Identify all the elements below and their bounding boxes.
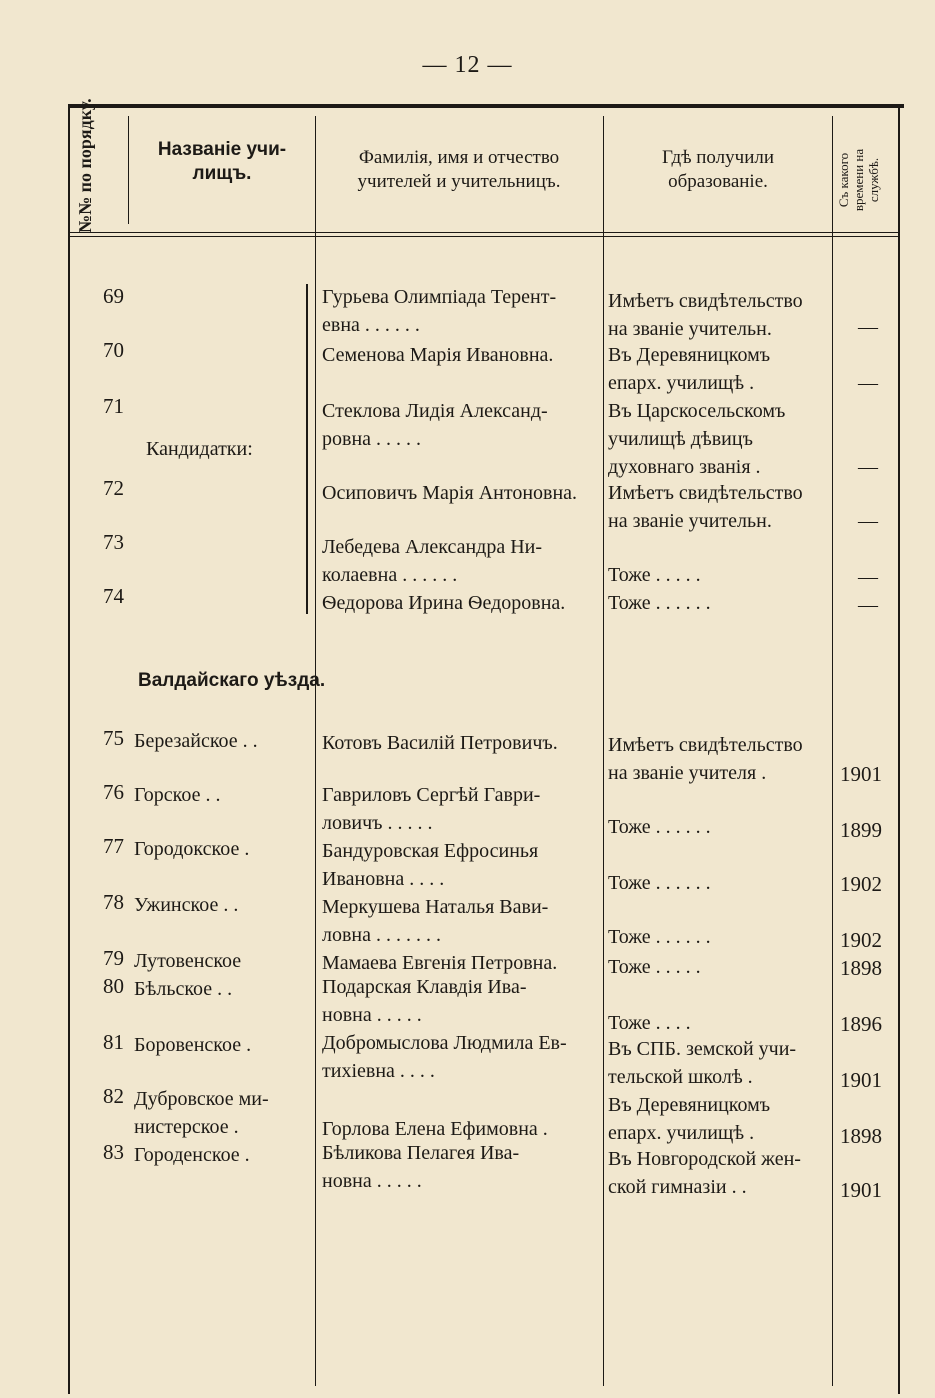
since-dash: — [858,456,878,478]
row-number: 80 [103,974,124,998]
candidates-brace [298,284,308,614]
row-number: 70 [103,338,124,362]
row-number: 73 [103,530,124,554]
education: Тоже . . . . . [608,956,701,978]
row-number: 76 [103,780,124,804]
education: училищѣ дѣвицъ [608,428,753,450]
teacher-name: Гурьева Олимпіада Терент- [322,286,557,308]
school-name: Березайское . . [134,730,258,752]
teacher-name: Мамаева Евгенія Петровна. [322,952,558,974]
education: на званіе учительн. [608,510,772,532]
education: Имѣетъ свидѣтельство [608,290,803,312]
teacher-name: Котовъ Василій Петровичъ. [322,732,558,754]
teacher-name: Меркушева Наталья Вави- [322,896,549,918]
school-name: Бѣльское . . [134,978,233,1000]
teacher-name: новна . . . . . [322,1004,422,1026]
since-dash: — [858,372,878,394]
header-education: Гдѣ получили образованіе. [661,147,775,192]
teacher-name: новна . . . . . [322,1170,422,1192]
school-name: Горское . . [134,784,221,806]
education: епарх. училищѣ . [608,372,755,394]
since-dash: — [858,316,878,338]
teacher-name: Бандуровская Ефросинья [322,840,539,862]
row-number: 83 [103,1140,124,1164]
education: Тоже . . . . . . [608,816,711,838]
since-year: 1901 [840,762,882,786]
row-number: 81 [103,1030,124,1054]
education: Въ Царскосельскомъ [608,400,786,422]
teacher-name: Ивановна . . . . [322,868,445,890]
header-teacher-name: Фамилія, имя и отчество учителей и учительницъ. [357,147,561,192]
rule [68,232,900,233]
rule [315,116,316,1386]
education: Въ СПБ. земской учи- [608,1038,797,1060]
education: Имѣетъ свидѣтельство [608,482,803,504]
education: Имѣетъ свидѣтельство [608,734,803,756]
school-name: Лутовенское [134,950,242,972]
rule [128,116,129,224]
row-number: 79 [103,946,124,970]
row-number: 77 [103,834,124,858]
education: Въ Деревяницкомъ [608,1094,771,1116]
since-year: 1898 [840,956,882,980]
row-number: 82 [103,1084,124,1108]
education: епарх. училищѣ . [608,1122,755,1144]
education: Тоже . . . . . . [608,872,711,894]
teacher-name: Осиповичъ Марія Антоновна. [322,482,578,504]
teacher-name: Лебедева Александра Ни- [322,536,543,558]
education: Въ Новгородской жен- [608,1148,801,1170]
rule [68,236,900,237]
teacher-name: Гавриловъ Сергѣй Гаври- [322,784,541,806]
teacher-name: колаевна . . . . . . [322,564,458,586]
since-dash: — [858,510,878,532]
row-number: 72 [103,476,124,500]
row-number: 78 [103,890,124,914]
education: тельской школѣ . [608,1066,753,1088]
page-number: — 12 — [422,52,513,78]
since-year: 1898 [840,1124,882,1148]
education: духовнаго званія . [608,456,761,478]
row-number: 71 [103,394,124,418]
education: Тоже . . . . . [608,564,701,586]
row-number: 74 [103,584,124,608]
school-name: Ужинское . . [134,894,239,916]
since-year: 1902 [840,928,882,952]
teacher-name: тихіевна . . . . [322,1060,435,1082]
header-since: Съ какого времени на службѣ. [836,148,881,212]
teacher-name: Добромыслова Людмила Ев- [322,1032,567,1054]
since-year: 1899 [840,818,882,842]
education: на званіе учительн. [608,318,772,340]
school-name: Городокское . [134,838,250,860]
education: Тоже . . . . . . [608,926,711,948]
teacher-name: Семенова Марія Ивановна. [322,344,554,366]
education: на званіе учителя . [608,762,767,784]
rule [898,104,900,1394]
teacher-name: Бѣликова Пелагея Ива- [322,1142,520,1164]
header-school: Названіе учи- лищъ. [157,139,287,184]
school-name: нистерское . [134,1116,239,1138]
teacher-name: Стеклова Лидія Александ- [322,400,548,422]
education: Тоже . . . . . . [608,592,711,614]
section-title: Валдайскаго уѣзда. [138,670,326,691]
since-year: 1902 [840,872,882,896]
teacher-name: ловна . . . . . . . [322,924,442,946]
candidates-label: Кандидатки: [146,438,253,460]
teacher-name: ровна . . . . . [322,428,422,450]
teacher-name: Подарская Клавдія Ива- [322,976,527,998]
education: ской гимназіи . . [608,1176,747,1198]
education: Тоже . . . . [608,1012,691,1034]
since-year: 1901 [840,1178,882,1202]
since-year: 1896 [840,1012,882,1036]
school-name: Городенское . [134,1144,250,1166]
teacher-name: Ѳедорова Ирина Ѳедоровна. [322,592,566,614]
row-number: 69 [103,284,124,308]
teacher-name: ловичъ . . . . . [322,812,433,834]
since-dash: — [858,594,878,616]
school-name: Дубровское ми- [134,1088,269,1110]
rule [603,116,604,1386]
school-name: Боровенское . [134,1034,252,1056]
teacher-name: евна . . . . . . [322,314,420,336]
teacher-name: Горлова Елена Ефимовна . [322,1118,548,1140]
education: Въ Деревяницкомъ [608,344,771,366]
since-year: 1901 [840,1068,882,1092]
row-number: 75 [103,726,124,750]
since-dash: — [858,566,878,588]
header-number: №№ по порядку. [75,98,95,233]
